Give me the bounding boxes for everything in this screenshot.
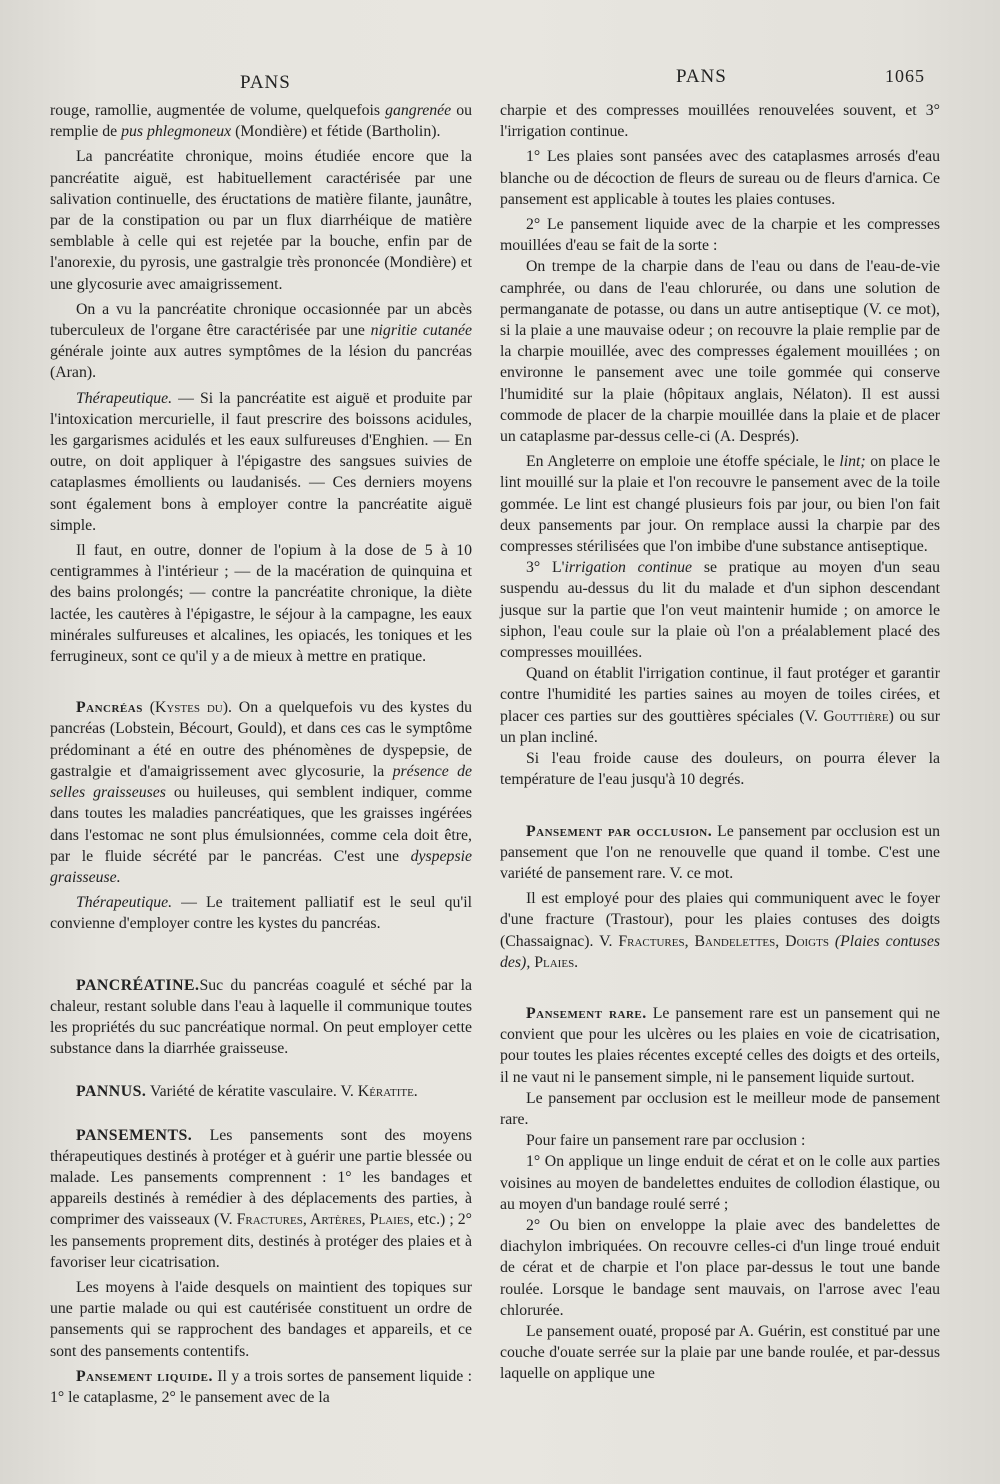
paragraph: Si l'eau froide cause des douleurs, on pourra élever la température de l'eau jusqu'à 10 degrés. [500, 750, 940, 789]
entry-pancreatine [50, 975, 472, 1060]
cross-reference: Fractures, Bandelettes, Doigts [618, 932, 829, 950]
text: on place le lint mouillé sur la plaie et l'on recouvre le pansement avec de la toile gommée. Le lint est changé plusieurs fois par jour, ou bien l'on fait deux pansements par jour. On remplace aussi la charpie par des compresses stérilisées que l'on imbibe d'une substance antiseptique. [500, 453, 940, 556]
text: Il est employé pour des plaies qui communiquent avec le foyer d'une fracture (Trastour), pour les plaies contuses des doigts (Chassaignac). V. [500, 890, 940, 950]
entry-pannus [50, 1081, 472, 1102]
text: Il y a trois sortes de pansement liquide : 1° le cataplasme, 2° le pansement avec de la [50, 1367, 472, 1406]
text: (Mondière) et fétide (Bartholin). [235, 123, 441, 141]
paragraph [50, 100, 472, 142]
text: ou huileuses, qui semblent indiquer, comme dans toutes les maladies pancréatiques, que les graisses ingérées dans l'estomac ne sont plus émulsionnées, comme cela doit être, par le fluide sécrété par le pancréas. C'est une [50, 784, 472, 865]
paragraph: 2° Le pansement liquide avec de la charpie et les compresses mouillées d'eau se fait de la sorte : [500, 216, 940, 255]
text: En Angleterre on emploie une étoffe spéciale, le [526, 453, 835, 471]
paragraph [50, 388, 472, 536]
paragraph [500, 557, 940, 663]
italic-text: présence de selles graisseuses [50, 762, 472, 802]
italic-text: (Plaies contuses des), [500, 932, 940, 971]
italic-text: pus phlegmoneux [121, 123, 232, 141]
cross-reference: Gouttière [823, 707, 889, 725]
entry-pancreas-kystes [50, 697, 472, 888]
page-number: 1065 [885, 66, 925, 86]
paragraph: 2° Ou bien on enveloppe la plaie avec des bandelettes de diachylon imbriquées. On recouvre celles-ci d'un linge troué enduit de cérat et de charpie et l'on place par-dessus le tout une bande roulée. Lorsque le bandage sent mauvais, on l'arrose avec l'eau chlorurée. [500, 1216, 940, 1319]
paragraph [50, 892, 472, 934]
text: se pratique au moyen d'un seau suspendu au-dessus du lit du malade et d'un siphon descendant jusque sur la partie que l'on veut maintenir humide ; on amorce le siphon, l'eau coule sur la plaie où l'on a préalablement placé des compresses mouillées. [500, 559, 940, 662]
text: — Si la pancréatite est aiguë et produite par l'intoxication mercurielle, il faut prescrire des boissons acidules, les gargarismes acidulés et les eaux sulfureuses d'Enghien. — En outre, on doit appliquer à l'épigastre des sangsues suivies de cataplasmes émollients ou laudanisés. — Ces derniers moyens sont également bons à employer contre la pancréatite aiguë simple. [50, 389, 472, 534]
text: Le pansement par occlusion est un pansement que l'on ne renouvelle que quand il tombe. C'est une variété de pansement rare. V. ce mot. [500, 822, 940, 882]
running-header [0, 66, 1000, 96]
entry-subhead: (Kystes du). [149, 699, 232, 717]
paragraph: On trempe de la charpie dans de l'eau ou dans de l'eau-de-vie camphrée, ou dans de l'eau chlorurée, ou dans une solution de permanganate de potasse, ou dans un autre antiseptique (V. ce mot), si la plaie a une mauvaise odeur ; on recouvre la plaie remplie par de la charpie mouillée, avec des compresses également mouillées ; on environne le pansement avec une toile gommée qui conserve l'humidité sur la plaie (hôpitaux anglais, Nélaton). Il est aussi commode de placer de la charpie mouillée dans la plaie et de placer un cataplasme par-dessus celle-ci (A. Després). [500, 258, 940, 446]
entry-headword: Pansement liquide. [76, 1367, 213, 1385]
text: On a quelquefois vu des kystes du pancréas (Lobstein, Bécourt, Gould), et dans ces cas le symptôme prédominant a été en outre des phénomènes de dyspepsie, de gastralgie et d'amaigrissement avec glycosurie, la [50, 699, 473, 780]
paragraph: charpie et des compresses mouillées renouvelées souvent, et 3° l'irrigation continue. [500, 102, 940, 141]
section-label: Thérapeutique. [76, 894, 173, 912]
cross-reference: Plaies. [534, 953, 579, 971]
entry-headword: Pancréas [76, 699, 143, 717]
italic-text: irrigation continue [564, 559, 693, 577]
paragraph: 1° On applique un linge enduit de cérat et on le colle aux parties voisines au moyen de bandelettes enduites de collodion élastique, ou au moyen d'un bandage roulé serré ; [500, 1153, 940, 1213]
paragraph: 1° Les plaies sont pansées avec des cataplasmes arrosés d'eau blanche ou de décoction de fleurs de sureau ou de fleurs d'arnica. Ce pansement est applicable à toutes les plaies contuses. [500, 148, 940, 208]
entry-pansement-occlusion [500, 821, 940, 885]
text: 3° L' [526, 559, 565, 577]
entry-headword: Pansement rare. [526, 1004, 647, 1022]
paragraph: Les moyens à l'aide desquels on maintient des topiques sur une partie malade ou qui est cautérisée constituent un ordre de pansements qui se rapprochent des bandages et appareils, et ce sont des pansements contentifs. [50, 1278, 472, 1360]
section-label: Thérapeutique. [76, 389, 173, 407]
entry-pansement-liquide [50, 1366, 472, 1408]
right-column [500, 100, 940, 1385]
text: — Le traitement palliatif est le seul qu'il convienne d'employer contre les kystes du pancréas. [50, 894, 472, 933]
left-column [50, 100, 472, 1408]
text: etc.) ; 2° les pansements proprement dits, destinés à protéger des plaies et à favoriser leur cicatrisation. [50, 1211, 472, 1271]
paragraph: La pancréatite chronique, moins étudiée encore que la pancréatite aiguë, est habituellement caractérisée par une salivation continuelle, des éructations de matière filante, jaunâtre, par de la constipation ou par un flux diarrhéique de matière semblable à celle qui est rejetée par la bouche, enfin par de l'anorexie, du pyrosis, une gastralgie très prononcée (Mondière) et une glycosurie avec amaigrissement. [50, 148, 472, 293]
entry-headword: PANNUS. [76, 1083, 147, 1101]
italic-text: lint; [839, 453, 866, 471]
cross-reference: Fractures, Artères, Plaies, [236, 1211, 414, 1229]
paragraph [500, 451, 940, 557]
text: rouge, ramollie, augmentée de volume, quelquefois [50, 102, 381, 119]
cross-reference: Kératite. [357, 1083, 418, 1101]
paragraph: Le pansement ouaté, proposé par A. Guérin, est constitué par une couche d'ouate serrée sur la plaie par une bande roulée, et par-dessus laquelle on applique une [500, 1322, 940, 1383]
paragraph: Le pansement par occlusion est le meilleur mode de pansement rare. [500, 1089, 940, 1128]
paragraph: Il faut, en outre, donner de l'opium à la dose de 5 à 10 centigrammes à l'intérieur ; — de la macération de quinquina et des bains prolongés; — contre la pancréatite chronique, la diète lactée, les cautères à l'épigastre, le séjour à la campagne, les eaux minérales sulfureuses et alcalines, les opiacés, les toniques et les ferrugineux, sont ce qu'il y a de mieux à mettre en pratique. [50, 542, 472, 666]
text: ) ou sur un plan incliné. [500, 707, 941, 746]
paragraph [500, 888, 940, 973]
entry-headword: PANCRÉATINE. [76, 976, 200, 994]
text: Suc du pancréas coagulé et séché par la chaleur, restant soluble dans l'eau à laquelle il communique toutes les propriétés du suc pancréatique normal. On peut employer cette substance dans la diarrhée graisseuse. [50, 976, 472, 1058]
paragraph [50, 299, 472, 384]
entry-pansements [50, 1125, 472, 1273]
entry-headword: Pansement par occlusion. [526, 822, 713, 840]
text: générale jointe aux autres symptômes de la lésion du pancréas (Aran). [50, 343, 472, 382]
text: Le pansement rare est un pansement qui ne convient que pour les ulcères ou les plaies en voie de cicatrisation, pour toutes les plaies récentes excepté celles des doigts et des orteils, il ne vaut ni le pansement simple, ni le pansement liquide surtout. [500, 1004, 941, 1086]
italic-text: nigritie cutanée [370, 322, 472, 340]
left-running-title: PANS [240, 72, 291, 93]
text: Variété de kératite vasculaire. V. [150, 1083, 354, 1101]
right-running-title: PANS [676, 66, 727, 87]
italic-text: dyspepsie graisseuse. [50, 847, 472, 886]
entry-headword: PANSEMENTS. [76, 1126, 193, 1144]
paragraph [500, 663, 940, 748]
text: Quand on établit l'irrigation continue, il faut protéger et garantir contre l'humidité les parties saines au moyen de toiles cirées, et placer ces parties sur des gouttières spéciales (V. [500, 665, 940, 725]
paragraph: Pour faire un pansement rare par occlusion : [526, 1132, 806, 1150]
italic-text: gangrenée [385, 102, 452, 119]
text: Les pansements sont des moyens thérapeutiques destinés à protéger et à guérir une partie blessée ou malade. Les pansements comprennent : 1° les bandages et appareils destinés à remédier à des déplacements des parties, à comprimer des vaisseaux (V. [50, 1126, 472, 1229]
text: On a vu la pancréatite chronique occasionnée par un abcès tuberculeux de l'organe être caractérisée par une [50, 300, 472, 340]
text: ou remplie de [50, 102, 473, 141]
entry-pansement-rare [500, 1003, 940, 1088]
